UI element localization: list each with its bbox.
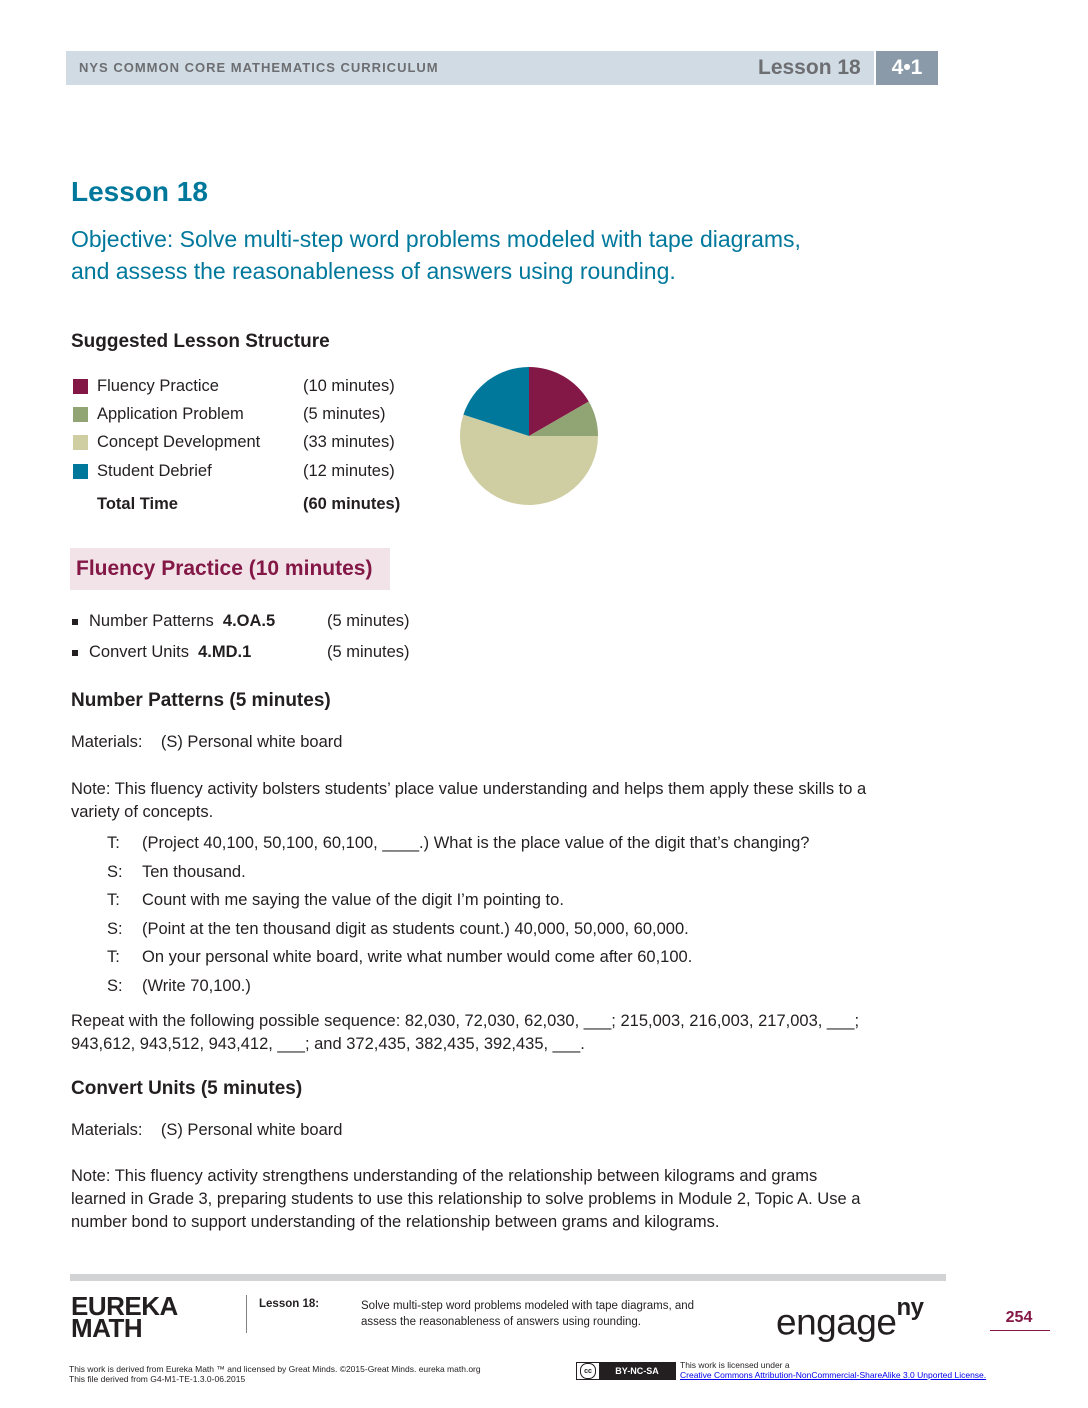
derived-line: This work is derived from Eureka Math ™ and licensed by Great Minds. ©2015-Great Minds. eureka math.org xyxy=(69,1364,481,1374)
legend-minutes: (5 minutes) xyxy=(303,404,386,423)
derived-notice xyxy=(69,1364,481,1384)
legend-minutes: (10 minutes) xyxy=(303,376,395,395)
repeat-line: 943,612, 943,512, 943,412, ___; and 372,435, 382,435, 392,435, ___. xyxy=(71,1035,585,1053)
dialogue-speaker: T: xyxy=(107,948,120,966)
fluency-item-standard: 4.MD.1 xyxy=(198,643,252,661)
dialogue-text: On your personal white board, write what number would come after 60,100. xyxy=(142,948,693,966)
logo-line: MATH xyxy=(71,1313,143,1343)
convert-units-materials: Materials: (S) Personal white board xyxy=(71,1121,343,1139)
legend-row xyxy=(73,431,395,453)
legend-minutes: (12 minutes) xyxy=(303,461,395,480)
bullet-icon xyxy=(72,619,78,625)
note-line: learned in Grade 3, preparing students to use this relationship to solve problems in Module 2, Topic A. Use a xyxy=(71,1190,861,1208)
license-line: This work is licensed under a xyxy=(680,1360,790,1370)
note-line: variety of concepts. xyxy=(71,803,214,821)
fluency-list-item xyxy=(72,643,410,662)
objective xyxy=(71,223,951,287)
dialogue-text: (Point at the ten thousand digit as students count.) 40,000, 50,000, 60,000. xyxy=(142,920,689,938)
dialogue-text: (Project 40,100, 50,100, 60,100, ____.) What is the place value of the digit that’s changing? xyxy=(142,834,810,852)
legend-swatch-concept xyxy=(73,435,88,450)
dialogue-speaker: T: xyxy=(107,834,120,852)
dialogue-line xyxy=(107,920,689,939)
dialogue-line xyxy=(107,863,246,882)
bullet-icon xyxy=(72,650,78,656)
dialogue-line xyxy=(107,948,692,967)
objective-line-1: Objective: Solve multi-step word problems modeled with tape diagrams, xyxy=(71,226,801,252)
dialogue-line xyxy=(107,891,564,910)
footer-rule xyxy=(70,1274,946,1281)
legend-swatch-fluency xyxy=(73,379,88,394)
convert-units-heading: Convert Units (5 minutes) xyxy=(71,1078,303,1099)
footer-divider xyxy=(246,1295,247,1333)
legend-label: Concept Development xyxy=(97,432,261,451)
note-line: Note: This fluency activity bolsters students’ place value understanding and helps them apply these skills to a xyxy=(71,780,867,798)
total-row xyxy=(73,493,400,515)
page-title: Lesson 18 xyxy=(71,176,208,207)
eureka-math-logo xyxy=(71,1291,178,1343)
dialogue-text: Count with me saying the value of the digit I’m pointing to. xyxy=(142,891,564,909)
footer-objective-line: Solve multi-step word problems modeled with tape diagrams, and xyxy=(361,1300,695,1312)
repeat-sequence xyxy=(71,1010,951,1056)
footer-objective-line: assess the reasonableness of answers using rounding. xyxy=(361,1316,642,1328)
repeat-line: Repeat with the following possible sequence: 82,030, 72,030, 62,030, ___; 215,003, 216,003, 217,003, ___; xyxy=(71,1012,860,1030)
fluency-item-standard: 4.OA.5 xyxy=(222,612,276,630)
number-patterns-materials: Materials: (S) Personal white board xyxy=(71,733,343,751)
dialogue-speaker: T: xyxy=(107,891,120,909)
license-link[interactable]: Creative Commons Attribution-NonCommercial-ShareAlike 3.0 Unported License. xyxy=(680,1370,987,1380)
fluency-list-item xyxy=(72,612,410,631)
grade-module-badge: 4•1 xyxy=(876,51,938,85)
lesson-structure-pie-chart xyxy=(455,362,603,510)
structure-heading: Suggested Lesson Structure xyxy=(71,331,330,352)
dialogue-speaker: S: xyxy=(107,863,123,881)
page-number-rule xyxy=(990,1330,1050,1331)
ny-text: ny xyxy=(896,1294,924,1321)
dialogue-text: (Write 70,100.) xyxy=(142,977,251,995)
legend-row xyxy=(73,403,386,425)
legend-label: Fluency Practice xyxy=(97,376,219,395)
convert-units-note xyxy=(71,1165,951,1234)
engage-text: engage xyxy=(776,1301,897,1343)
number-patterns-note xyxy=(71,778,951,824)
dialogue-text: Ten thousand. xyxy=(142,863,246,881)
objective-line-2: and assess the reasonableness of answers using rounding. xyxy=(71,258,676,284)
note-line: number bond to support understanding of the relationship between grams and kilograms. xyxy=(71,1213,720,1231)
fluency-item-name: Convert Units xyxy=(89,643,199,661)
fluency-item-name: Number Patterns xyxy=(89,612,223,630)
engageny-logo xyxy=(776,1294,924,1343)
legend-label: Student Debrief xyxy=(97,461,212,480)
logo-line: EUREKA xyxy=(71,1291,178,1321)
legend-row xyxy=(73,460,395,482)
dialogue-line xyxy=(107,977,251,996)
curriculum-label: NYS COMMON CORE MATHEMATICS CURRICULUM xyxy=(79,60,439,75)
total-label: Total Time xyxy=(97,494,178,513)
dialogue-line xyxy=(107,834,809,853)
legend-row xyxy=(73,375,395,397)
legend-swatch-application xyxy=(73,407,88,422)
fluency-item-minutes: (5 minutes) xyxy=(327,643,410,661)
legend-minutes: (33 minutes) xyxy=(303,432,395,451)
cc-icon: cc xyxy=(580,1363,596,1379)
fluency-heading: Fluency Practice (10 minutes) xyxy=(76,557,373,580)
dialogue-speaker: S: xyxy=(107,920,123,938)
total-minutes: (60 minutes) xyxy=(303,494,401,513)
number-patterns-heading: Number Patterns (5 minutes) xyxy=(71,690,331,711)
footer-lesson-label: Lesson 18: xyxy=(259,1298,320,1310)
cc-badge-text: BY-NC-SA xyxy=(599,1363,675,1379)
legend-label: Application Problem xyxy=(97,404,244,423)
license-notice xyxy=(680,1360,986,1380)
fluency-section-header xyxy=(70,548,390,590)
derived-line: This file derived from G4-M1-TE-1.3.0-06.2015 xyxy=(69,1374,246,1384)
page-number: 254 xyxy=(1005,1309,1033,1326)
header-lesson: Lesson 18 xyxy=(758,56,861,79)
dialogue-speaker: S: xyxy=(107,977,123,995)
cc-license-badge xyxy=(576,1362,676,1380)
note-line: Note: This fluency activity strengthens understanding of the relationship between kilograms and grams xyxy=(71,1167,818,1185)
footer-objective xyxy=(361,1298,761,1330)
legend-swatch-debrief xyxy=(73,464,88,479)
fluency-item-minutes: (5 minutes) xyxy=(327,612,410,630)
